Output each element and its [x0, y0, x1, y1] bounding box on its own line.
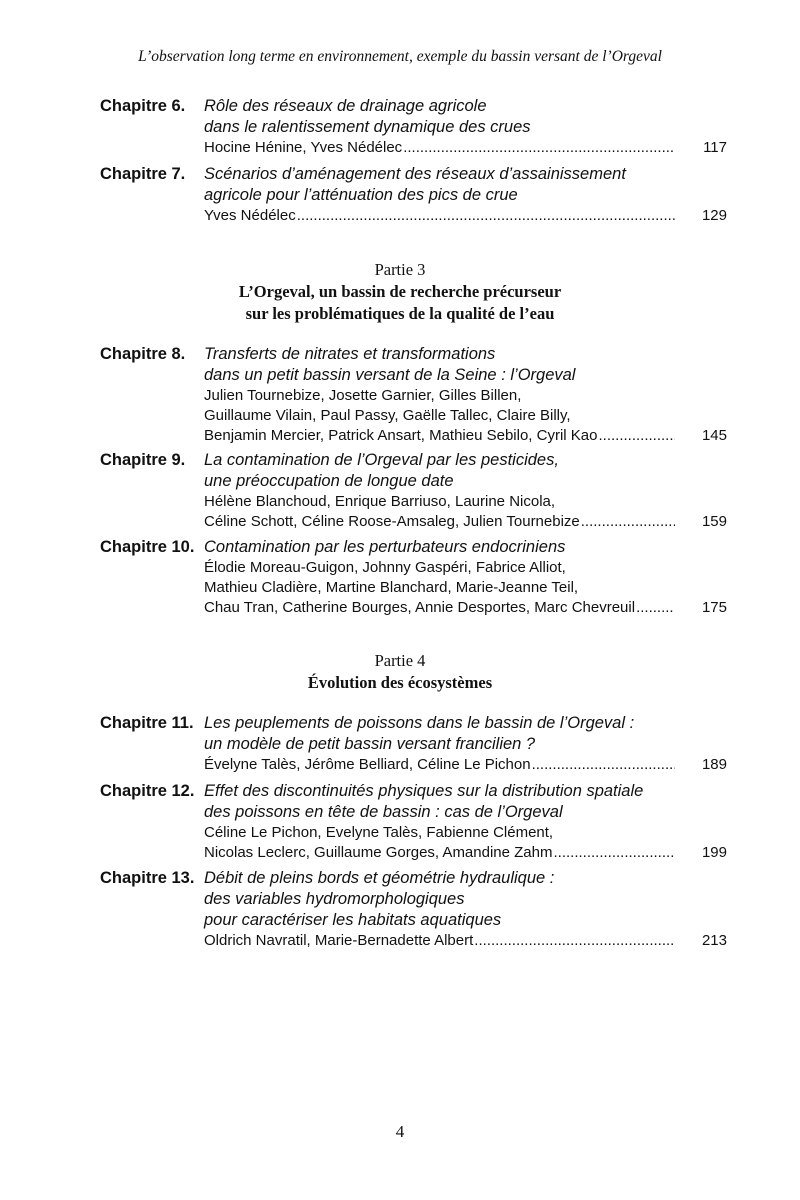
part-title-line: sur les problématiques de la qualité de l’eau	[245, 304, 555, 323]
chapter-title-line: Transferts de nitrates et transformations	[204, 345, 496, 363]
toc-entry-chapter-13[interactable]	[100, 868, 727, 951]
chapter-label: Chapitre 9.	[100, 451, 186, 469]
toc-entry-chapter-12[interactable]	[100, 781, 727, 863]
dot-leader	[599, 426, 676, 446]
chapter-authors: Élodie Moreau-Guigon, Johnny Gaspéri, Fabrice Alliot,	[204, 559, 566, 576]
chapter-title-line: pour caractériser les habitats aquatiques	[204, 911, 502, 929]
page-number: 189	[701, 756, 727, 773]
toc-entry-chapter-9[interactable]	[100, 450, 727, 532]
running-head: L’observation long terme en environnement, exemple du bassin versant de l’Orgeval	[138, 48, 662, 65]
chapter-authors: Benjamin Mercier, Patrick Ansart, Mathieu Sebilo, Cyril Kao	[204, 427, 598, 444]
page-number: 175	[701, 599, 727, 616]
chapter-authors: Hélène Blanchoud, Enrique Barriuso, Laurine Nicola,	[204, 493, 556, 510]
chapter-authors: Julien Tournebize, Josette Garnier, Gilles Billen,	[204, 387, 522, 404]
chapter-label: Chapitre 10.	[100, 538, 195, 556]
chapter-title-line: agricole pour l’atténuation des pics de crue	[204, 186, 518, 204]
chapter-label: Chapitre 7.	[100, 165, 186, 183]
toc-entry-chapter-8[interactable]	[100, 344, 727, 446]
toc-entry-chapter-10[interactable]	[100, 537, 727, 618]
chapter-label: Chapitre 6.	[100, 97, 186, 115]
chapter-authors: Guillaume Vilain, Paul Passy, Gaëlle Tallec, Claire Billy,	[204, 407, 571, 424]
chapter-authors: Oldrich Navratil, Marie-Bernadette Albert	[204, 932, 474, 949]
page-number: 159	[701, 513, 727, 530]
page-number: 129	[701, 207, 727, 224]
page-number: 117	[703, 139, 727, 156]
dot-leader	[474, 931, 675, 951]
chapter-authors: Nicolas Leclerc, Guillaume Gorges, Amandine Zahm	[204, 844, 553, 861]
chapter-authors: Évelyne Talès, Jérôme Belliard, Céline Le Pichon	[204, 756, 531, 773]
chapter-title-line: Scénarios d’aménagement des réseaux d’assainissement	[204, 165, 626, 183]
dot-leader	[297, 206, 675, 226]
folio-page-number: 4	[395, 1122, 405, 1141]
part-heading-4	[0, 650, 800, 694]
chapter-authors: Céline Le Pichon, Evelyne Talès, Fabienne Clément,	[204, 824, 554, 841]
toc-entry-chapter-11[interactable]	[100, 713, 727, 775]
dot-leader	[554, 843, 676, 863]
dot-leader	[403, 138, 675, 158]
toc-entry-chapter-7[interactable]	[100, 164, 727, 226]
chapter-title-line: Effet des discontinuités physiques sur la distribution spatiale	[204, 782, 644, 800]
part-heading-3	[0, 259, 800, 325]
chapter-label: Chapitre 13.	[100, 869, 195, 887]
chapter-title-line: une préoccupation de longue date	[204, 472, 454, 490]
chapter-title-line: Contamination par les perturbateurs endocriniens	[204, 538, 566, 556]
chapter-title-line: des poissons en tête de bassin : cas de l’Orgeval	[204, 803, 563, 821]
chapter-authors: Yves Nédélec	[204, 207, 296, 224]
chapter-title-line: dans un petit bassin versant de la Seine : l’Orgeval	[204, 366, 576, 384]
page-number: 213	[701, 932, 727, 949]
page-number: 145	[701, 427, 727, 444]
chapter-label: Chapitre 8.	[100, 345, 186, 363]
toc-entry-chapter-6[interactable]	[100, 96, 727, 158]
chapter-authors: Mathieu Cladière, Martine Blanchard, Marie-Jeanne Teil,	[204, 579, 579, 596]
dot-leader	[636, 598, 675, 618]
part-number: Partie 3	[374, 260, 426, 279]
chapter-title-line: des variables hydromorphologiques	[204, 890, 465, 908]
part-number: Partie 4	[374, 651, 426, 670]
chapter-title-line: dans le ralentissement dynamique des crues	[204, 118, 531, 136]
chapter-title-line: Rôle des réseaux de drainage agricole	[204, 97, 487, 115]
dot-leader	[532, 755, 675, 775]
chapter-label: Chapitre 12.	[100, 782, 195, 800]
chapter-authors: Hocine Hénine, Yves Nédélec	[204, 139, 403, 156]
chapter-title-line: un modèle de petit bassin versant francilien ?	[204, 735, 536, 753]
dot-leader	[581, 512, 675, 532]
chapter-authors: Céline Schott, Céline Roose-Amsaleg, Julien Tournebize	[204, 513, 580, 530]
chapter-label: Chapitre 11.	[100, 714, 194, 732]
page-number: 199	[701, 844, 727, 861]
chapter-title-line: Les peuplements de poissons dans le bassin de l’Orgeval :	[204, 714, 635, 732]
part-title-line: Évolution des écosystèmes	[307, 673, 493, 692]
part-title-line: L’Orgeval, un bassin de recherche précurseur	[238, 282, 562, 301]
chapter-title-line: La contamination de l’Orgeval par les pesticides,	[204, 451, 559, 469]
chapter-authors: Chau Tran, Catherine Bourges, Annie Desportes, Marc Chevreuil	[204, 599, 636, 616]
chapter-title-line: Débit de pleins bords et géométrie hydraulique :	[204, 869, 555, 887]
